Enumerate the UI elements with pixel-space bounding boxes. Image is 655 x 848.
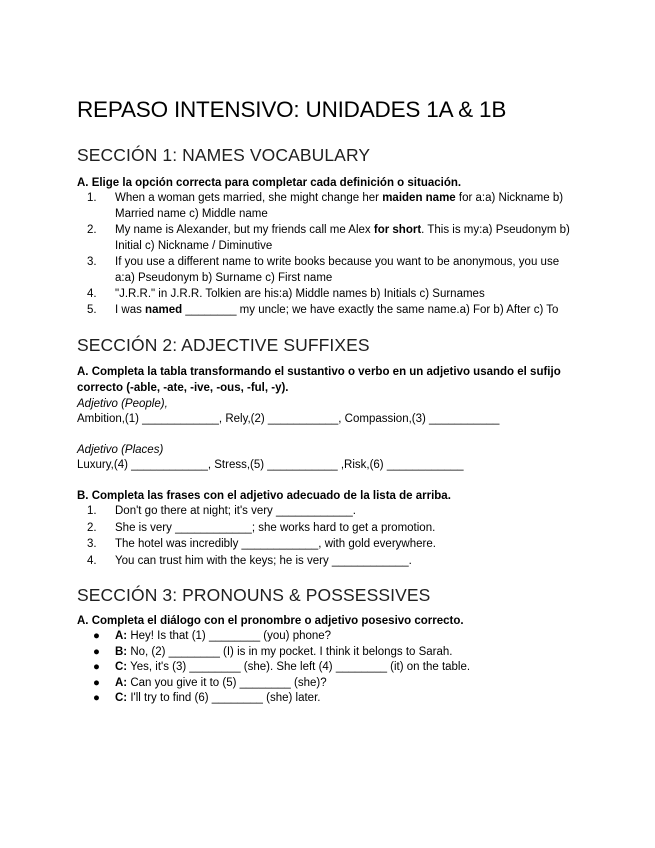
dialogue-line <box>77 676 557 692</box>
item-number: 3. <box>87 256 97 268</box>
section2-instruction-b: B. Completa las frases con el adjetivo adecuado de la lista de arriba. <box>77 490 451 502</box>
item-bold-term: for short <box>373 224 422 236</box>
section2-heading: SECCIÓN 2: ADJECTIVE SUFFIXES <box>77 335 370 355</box>
item-text: . This is my:a) Pseudonym b) Initial c) Nickname / Diminutive <box>115 224 570 252</box>
item-number: 1. <box>87 505 97 517</box>
section3-instruction: A. Completa el diálogo con el pronombre o adjetivo posesivo correcto. <box>77 615 464 627</box>
dialogue-text: Yes, it's (3) ________ (she). She left (4) ________ (it) on the table. <box>127 661 471 674</box>
page-title: REPASO INTENSIVO: UNIDADES 1A & 1B <box>77 97 507 122</box>
places-label: Adjetivo (Places) <box>77 444 164 456</box>
item-number: 4. <box>87 288 97 300</box>
list-item <box>77 503 577 519</box>
item-number: 2. <box>87 224 97 236</box>
section1-heading: SECCIÓN 1: NAMES VOCABULARY <box>77 145 371 165</box>
dialogue-line <box>77 691 557 707</box>
dialogue-line <box>77 660 557 676</box>
list-item <box>77 536 577 552</box>
dialogue-text: No, (2) ________ (I) is in my pocket. I think it belongs to Sarah. <box>127 645 453 658</box>
item-number: 1. <box>87 192 97 204</box>
speaker-label: A: <box>115 630 128 642</box>
speaker-label: B: <box>115 645 128 658</box>
bullet-icon: ● <box>93 630 100 642</box>
dialogue-text: Can you give it to (5) ________ (she)? <box>127 676 327 689</box>
item-text: The hotel was incredibly ____________, with gold everywhere. <box>115 538 436 551</box>
item-text: for a:a) Nickname b) Married name c) Middle name <box>115 192 564 220</box>
item-text: You can trust him with the keys; he is very ____________. <box>115 554 412 567</box>
item-text: "J.R.R." in J.R.R. Tolkien are his:a) Middle names b) Initials c) Surnames <box>115 288 485 300</box>
speaker-label: C: <box>115 692 128 705</box>
section2-instruction-a: A. Completa la tabla transformando el sustantivo o verbo en un adjetivo usando el sufijo correcto (-able, -ate, -ive, -ous, -ful, -y). <box>77 366 561 394</box>
dialogue-text: Hey! Is that (1) ________ (you) phone? <box>127 630 332 642</box>
bullet-icon: ● <box>93 676 100 689</box>
list-item <box>77 520 577 536</box>
dialogue-line <box>77 645 557 661</box>
section3-heading: SECCIÓN 3: PRONOUNS & POSSESSIVES <box>77 585 431 605</box>
item-text: If you use a different name to write books because you want to be anonymous, you use a:a) Pseudonym b) Surname c) First name <box>115 256 560 284</box>
list-item <box>77 254 577 286</box>
item-number: 4. <box>87 554 97 567</box>
item-number: 3. <box>87 538 97 551</box>
dialogue-text: I'll try to find (6) ________ (she) later. <box>127 692 321 705</box>
section1-instruction: A. Elige la opción correcta para completar cada definición o situación. <box>77 177 462 189</box>
dialogue-line <box>77 629 557 645</box>
item-text: ________ my uncle; we have exactly the same name.a) For b) After c) To <box>182 304 559 316</box>
list-item <box>77 286 577 302</box>
item-text: Don't go there at night; it's very ____________. <box>115 505 356 517</box>
item-text: When a woman gets married, she might change her <box>115 192 383 204</box>
bullet-icon: ● <box>93 692 100 705</box>
item-text: She is very ____________; she works hard to get a promotion. <box>115 521 436 534</box>
bullet-icon: ● <box>93 645 100 658</box>
list-item <box>77 553 577 569</box>
speaker-label: A: <box>115 676 128 689</box>
speaker-label: C: <box>115 661 128 674</box>
people-label: Adjetivo (People), <box>77 398 168 410</box>
item-number: 2. <box>87 521 97 534</box>
item-bold-term: named <box>145 304 183 316</box>
bullet-icon: ● <box>93 661 100 674</box>
dialogue-list <box>77 629 557 707</box>
section1-list <box>77 190 577 318</box>
people-exercise-line: Ambition,(1) ____________, Rely,(2) ___________, Compassion,(3) ___________ <box>77 413 500 425</box>
item-text: My name is Alexander, but my friends call me Alex <box>115 224 374 236</box>
list-item <box>77 302 577 318</box>
item-number: 5. <box>87 304 97 316</box>
item-bold-term: maiden name <box>382 192 456 204</box>
list-item <box>77 222 577 254</box>
section2-list <box>77 503 577 569</box>
list-item <box>77 190 577 222</box>
item-text: I was <box>115 304 146 316</box>
places-exercise-line: Luxury,(4) ____________, Stress,(5) ___________ ,Risk,(6) ____________ <box>77 459 464 471</box>
